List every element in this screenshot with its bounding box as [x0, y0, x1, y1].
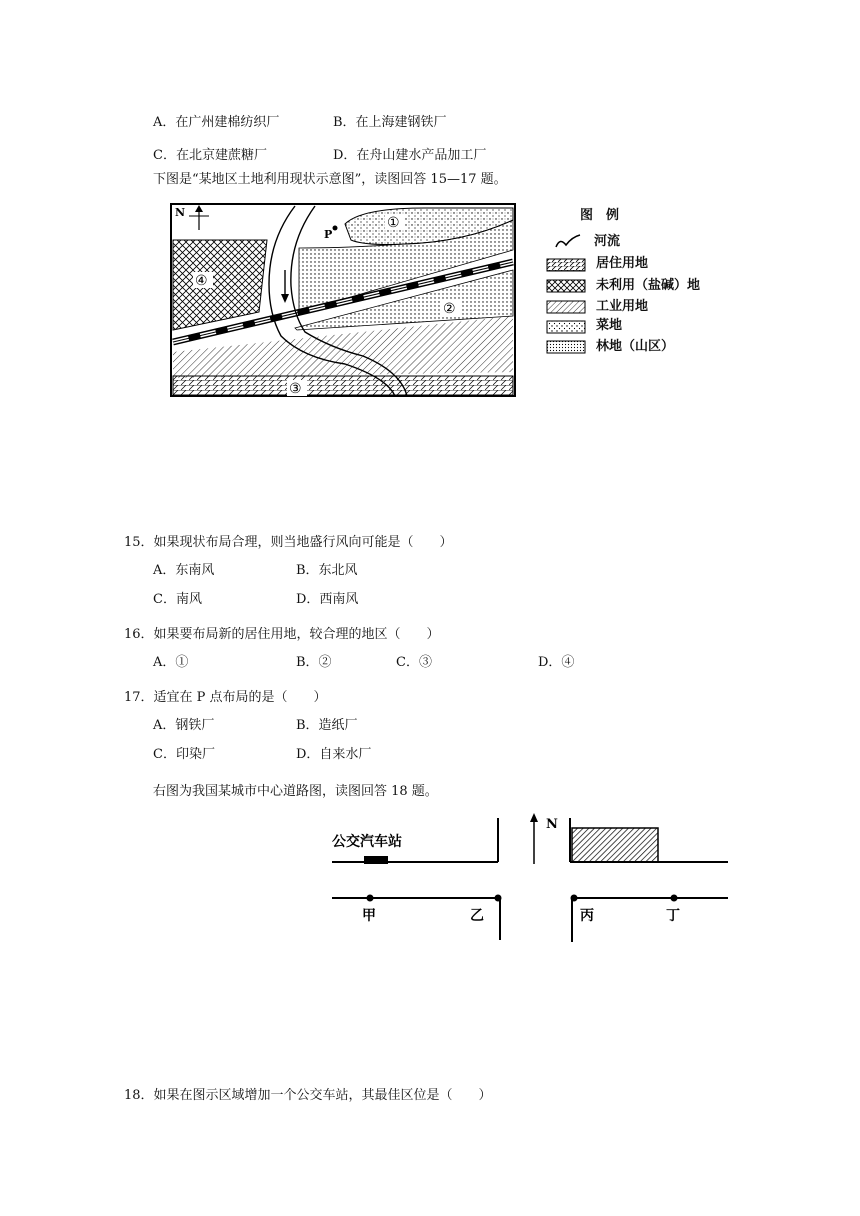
intro-15-17: 下图是“某地区土地利用现状示意图”，读图回答 15—17 题。: [153, 172, 507, 187]
area-4-label: ④: [195, 273, 208, 289]
label-ding: 丁: [666, 908, 680, 924]
q16-option-c: C．③: [396, 655, 432, 670]
q17-option-b: B．造纸厂: [296, 718, 358, 733]
q14-option-d: D．在舟山建水产品加工厂: [333, 148, 487, 163]
point-p-label: P: [324, 228, 333, 241]
q15-option-b: B．东北风: [296, 563, 358, 578]
map2-north-label: N: [546, 817, 558, 832]
river-icon: [554, 233, 584, 249]
vegetable-pattern-icon: [546, 320, 586, 334]
road-map: [320, 808, 740, 948]
area-2-label: ②: [443, 301, 456, 317]
point-bing: [571, 895, 578, 902]
q17-option-d: D．自来水厂: [296, 747, 372, 762]
bus-stop-icon: [364, 856, 388, 864]
legend-label-unused: 未利用（盐碱）地: [596, 278, 701, 293]
q15-stem: 15．如果现状布局合理，则当地盛行风向可能是（ ）: [124, 535, 453, 550]
unused-saline-pattern-icon: [546, 279, 586, 293]
q16-stem: 16．如果要布局新的居住用地，较合理的地区（ ）: [124, 627, 440, 642]
building-block: [572, 828, 658, 862]
q14-option-c: C．在北京建蔗糖厂: [153, 148, 267, 163]
forest-pattern-icon: [546, 340, 586, 354]
q14-option-a: A．在广州建棉纺织厂: [153, 115, 280, 130]
bus-station-label: 公交汽车站: [332, 834, 402, 850]
q15-option-d: D．西南风: [296, 592, 359, 607]
map1-north-label: N: [175, 206, 186, 219]
industrial-pattern-icon: [546, 300, 586, 314]
q16-option-b: B．②: [296, 655, 332, 670]
q16-option-a: A．①: [153, 655, 189, 670]
q18-stem: 18．如果在图示区域增加一个公交车站，其最佳区位是（ ）: [124, 1088, 492, 1103]
q14-option-b: B．在上海建钢铁厂: [333, 115, 447, 130]
intro-18: 右图为我国某城市中心道路图，读图回答 18 题。: [153, 784, 438, 799]
point-ding: [671, 895, 678, 902]
q16-option-d: D．④: [538, 655, 575, 670]
area-3-label: ③: [289, 381, 302, 397]
point-p-marker: [333, 226, 338, 231]
legend-title: 图 例: [580, 208, 620, 223]
label-yi: 乙: [470, 908, 484, 924]
legend-label-river: 河流: [594, 234, 621, 249]
q17-option-a: A．钢铁厂: [153, 718, 215, 733]
legend-label-residential: 居住用地: [596, 256, 649, 271]
point-jia: [367, 895, 374, 902]
land-use-map: [165, 200, 525, 400]
q15-option-a: A．东南风: [153, 563, 215, 578]
label-jia: 甲: [362, 908, 376, 924]
q17-option-c: C．印染厂: [153, 747, 215, 762]
area-1-label: ①: [387, 215, 400, 231]
residential-pattern-icon: [546, 258, 586, 272]
q17-stem: 17．适宜在 P 点布局的是（ ）: [124, 690, 327, 705]
q15-option-c: C．南风: [153, 592, 202, 607]
point-yi: [495, 895, 502, 902]
legend-label-forest: 林地（山区）: [596, 339, 675, 354]
legend-label-vegetable: 菜地: [596, 318, 623, 333]
label-bing: 丙: [580, 908, 594, 924]
legend-label-industrial: 工业用地: [596, 299, 649, 314]
